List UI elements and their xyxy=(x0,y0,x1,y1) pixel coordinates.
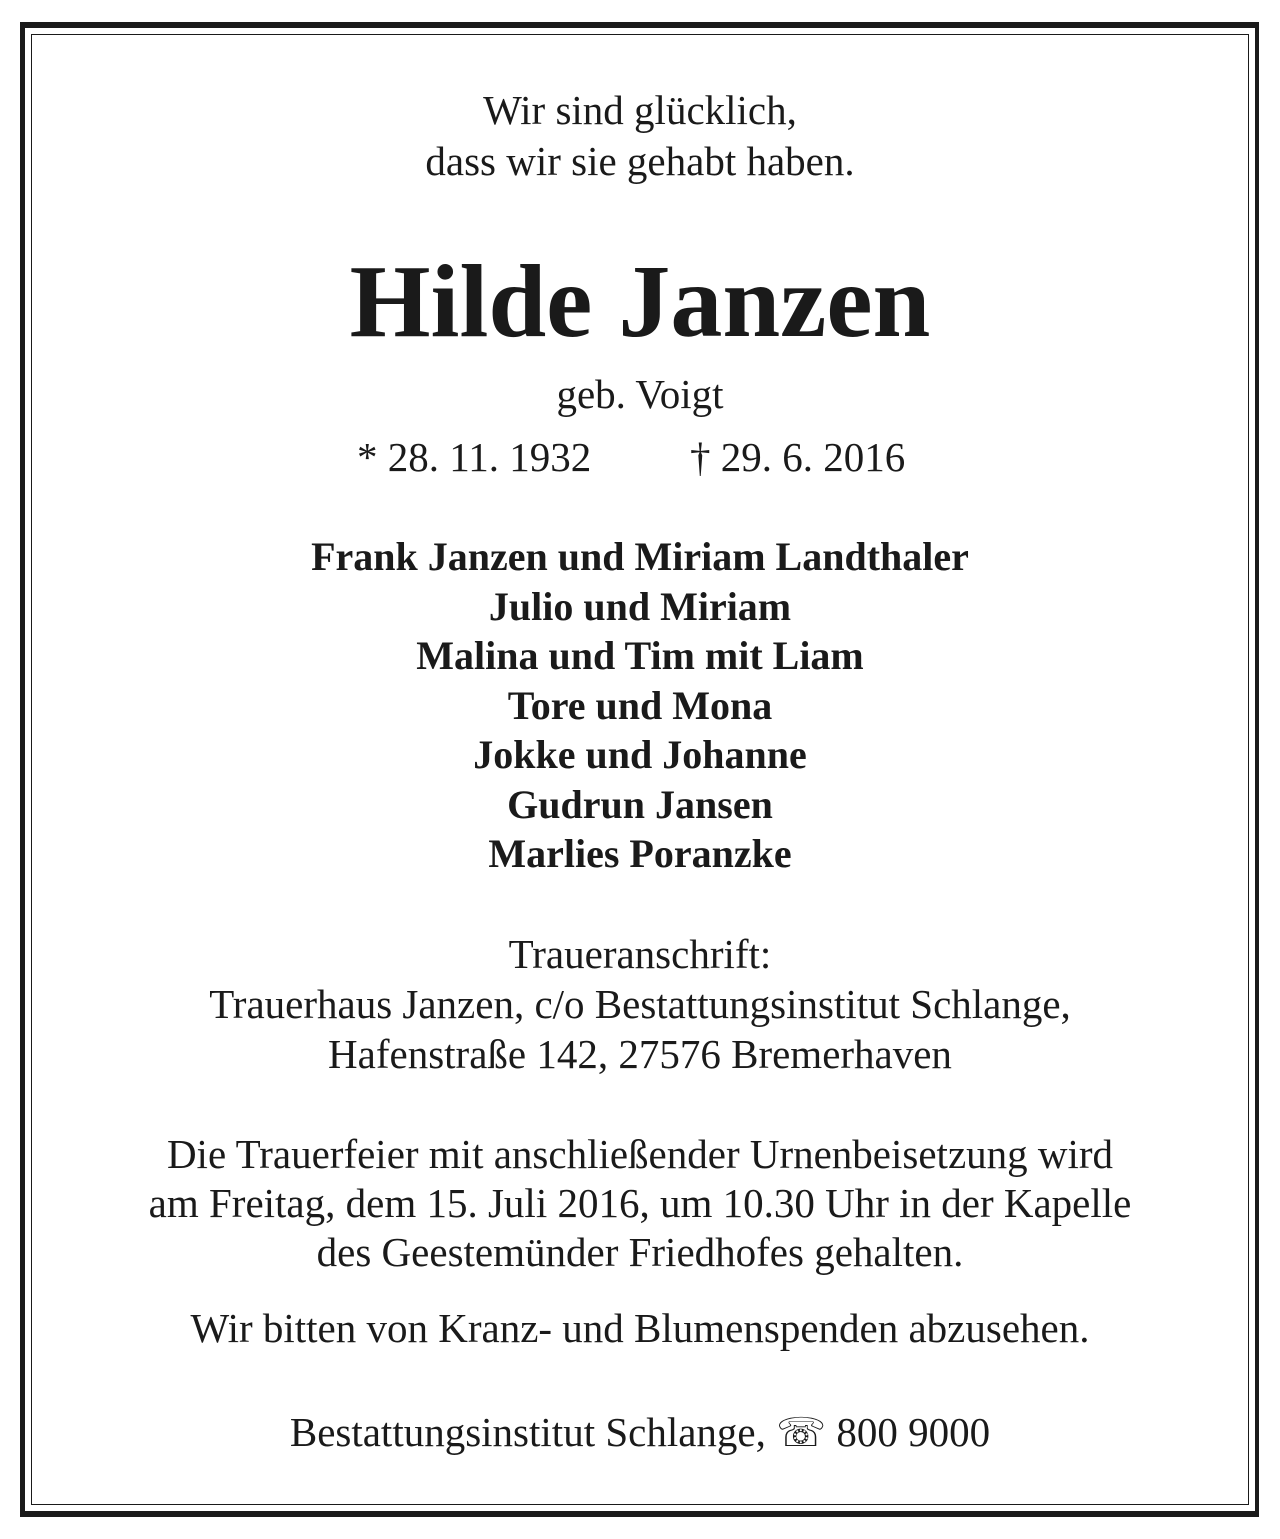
ceremony-line-2: am Freitag, dem 15. Juli 2016, um 10.30 Uhr in der Kapelle xyxy=(148,1180,1132,1226)
mourner-line: Tore und Mona xyxy=(507,683,773,728)
flowers-request: Wir bitten von Kranz- und Blumenspenden abzusehen. xyxy=(190,1305,1090,1351)
mourner-line: Marlies Poranzke xyxy=(488,831,792,876)
ceremony-line-1: Die Trauerfeier mit anschließender Urnenbeisetzung wird xyxy=(166,1131,1114,1177)
birth-name: geb. Voigt xyxy=(556,371,724,417)
mourner-line: Julio und Miriam xyxy=(488,584,792,629)
mourner-line: Jokke und Johanne xyxy=(473,732,807,777)
mourner-line: Gudrun Jansen xyxy=(507,782,773,827)
mourner-line: Frank Janzen und Miriam Landthaler xyxy=(311,534,969,579)
deceased-name: Hilde Janzen xyxy=(349,244,931,359)
address-heading: Traueranschrift: xyxy=(508,931,772,977)
mourner-line: Malina und Tim mit Liam xyxy=(416,633,864,678)
address-line-1: Trauerhaus Janzen, c/o Bestattungsinstitut Schlange, xyxy=(209,981,1071,1027)
motto-line-1: Wir sind glücklich, xyxy=(483,87,797,133)
telephone-icon: ☏ xyxy=(776,1410,827,1455)
ceremony-line-3: des Geestemünder Friedhofes gehalten. xyxy=(316,1229,964,1275)
death-date: † 29. 6. 2016 xyxy=(690,434,906,480)
address-line-2: Hafenstraße 142, 27576 Bremerhaven xyxy=(328,1031,952,1077)
birth-date: * 28. 11. 1932 xyxy=(357,434,592,480)
undertaker-contact xyxy=(0,1409,1280,1455)
motto-line-2: dass wir sie gehabt haben. xyxy=(425,138,855,184)
undertaker-phone: 800 9000 xyxy=(836,1409,991,1455)
undertaker-name: Bestattungsinstitut Schlange, xyxy=(289,1409,766,1455)
